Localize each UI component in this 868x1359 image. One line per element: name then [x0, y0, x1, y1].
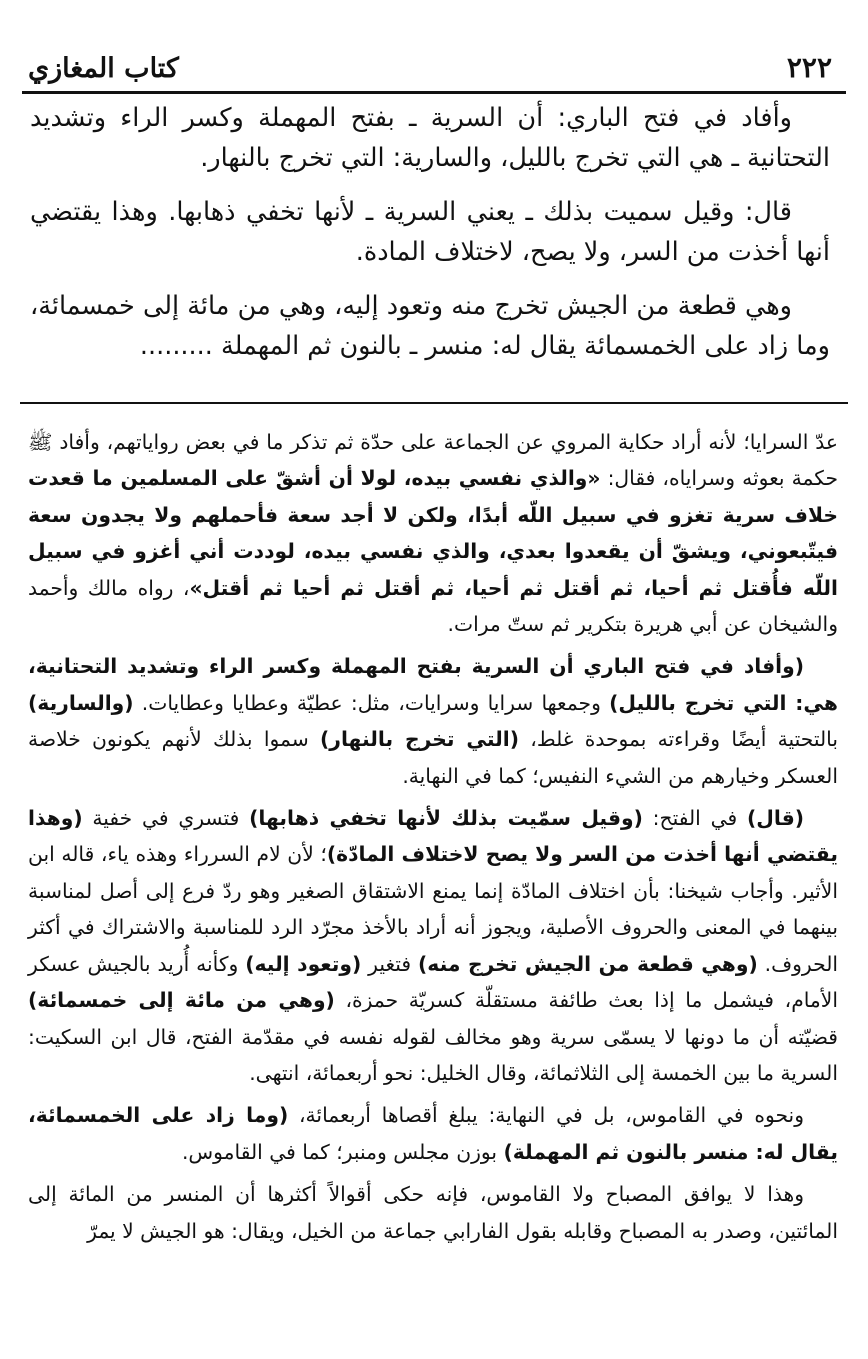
quoted-matn: (وهذا يقتضي أنها أخذت من السر ولا يصح لاختلاف المادّة)	[28, 806, 838, 867]
commentary-span: بوزن مجلس ومنبر؛ كما في القاموس.	[181, 1139, 504, 1164]
commentary-span: ونحوه في القاموس، بل في النهاية: يبلغ أقصاها أربعمائة،	[288, 1103, 804, 1128]
commentary-span: قضيّته أن ما دونها لا يسمّى سرية وهو مخالف لقوله نفسه في مقدّمة الفتح، قال ابن السكيت: السرية ما بين الخمسة إلى الثلاثمائة، وقال الخليل: نحو أربعمائة، انتهى.	[28, 1024, 838, 1085]
main-text-paragraph	[30, 286, 830, 366]
section-divider	[20, 402, 848, 404]
quoted-matn: (وقيل سمّيت بذلك لأنها تخفي ذهابها)	[249, 806, 643, 831]
commentary-span: وكأنه أُريد بالجيش عسكر الأمام، فيشمل ما إذا بعث طائفة مستقلّة كسريّة حمزة،	[28, 951, 838, 1013]
commentary-span: عدّ السرايا؛ لأنه أراد حكاية المروي عن الجماعة على حدّة ثم تذكر ما في بعض رواياتهم، وأفاد ﷺ حكمة بعوثه وسراياه، فقال:	[28, 430, 838, 491]
quoted-matn: (وهي من مائة إلى خمسمائة)	[28, 988, 335, 1013]
commentary-span: فتسري في خفية	[82, 806, 250, 831]
quoted-matn: (وما زاد على الخمسمائة، يقال له: منسر بالنون ثم المهملة)	[28, 1103, 838, 1164]
commentary-paragraph	[28, 648, 838, 794]
continuation-dots: .........	[139, 331, 213, 361]
main-text-paragraph: وأفاد في فتح الباري: أن السرية ـ بفتح المهملة وكسر الراء وتشديد التحتانية ـ هي التي تخرج بالليل، والسارية: التي تخرج بالنهار.	[30, 103, 830, 173]
quoted-matn: (قال)	[746, 806, 804, 831]
quoted-matn: (والسارية)	[28, 690, 134, 715]
commentary-span: سموا بذلك لأنهم يكونون خلاصة العسكر وخيارهم من الشيء النفيس؛ كما في النهاية.	[28, 727, 838, 788]
main-text-span: وهي قطعة من الجيش تخرج منه وتعود إليه، وهي من مائة إلى خمسمائة، وما زاد على الخمسمائة يقال له: منسر ـ بالنون ثم المهملة	[30, 291, 830, 361]
commentary-span: ، رواه مالك وأحمد والشيخان عن أبي هريرة بتكرير ثم ستّ مرات.	[28, 575, 838, 637]
commentary-span: ؛ لأن لام السرراء وهذه ياء، قاله ابن الأثير. وأجاب شيخنا: بأن اختلاف المادّة إنما يمنع الاشتقاق الصغير وهو ردّ فرع إلى أصل لمناسبة بينهما في المعنى والحروف الأصلية، ويجوز أنه أراد بالأخذ مجرّد الرد للمناسبة والاشتراك في أكثر الحروف.	[28, 842, 839, 976]
quoted-matn: (التي تخرج بالنهار)	[320, 727, 519, 752]
quoted-matn: (وتعود إليه)	[245, 951, 362, 976]
commentary-span: في الفتح:	[642, 806, 747, 831]
commentary	[28, 424, 838, 1255]
commentary-paragraph	[28, 800, 838, 1091]
running-title: كتاب المغازي	[28, 53, 179, 84]
commentary-paragraph	[28, 1097, 838, 1170]
hadith-quote: «والذي نفسي بيده، لولا أن أشقّ على المسلمين ما قعدت خلاف سرية تغزو في سبيل اللّه أبدًا، ولكن لا أجد سعة فأحملهم ولا يجدون سعة فيتّبعوني، ويشقّ أن يقعدوا بعدي، والذي نفسي بيده، لوددت أني أغزو في سبيل اللّه فأُقتل ثم أحيا، ثم أقتل ثم أحيا، ثم أقتل ثم أحيا ثم أقتل»	[28, 466, 838, 600]
main-text	[30, 98, 830, 380]
main-text-paragraph: قال: وقيل سميت بذلك ـ يعني السرية ـ لأنها تخفي ذهابها. وهذا يقتضي أنها أخذت من السر، ولا يصح، لاختلاف المادة.	[30, 197, 830, 267]
commentary-span: بالتحتية أيضًا وقراءته بموحدة غلط،	[519, 727, 838, 752]
header-rule	[22, 91, 846, 94]
commentary-span: وجمعها سرايا وسرايات، مثل: عطيّة وعطايا وعطايات.	[133, 690, 610, 715]
quoted-matn: (وهي قطعة من الجيش تخرج منه)	[418, 951, 758, 976]
commentary-paragraph	[28, 424, 838, 642]
page-header	[28, 40, 832, 84]
page-number: ٢٢٢	[786, 51, 832, 84]
commentary-span: فتغير	[361, 951, 418, 976]
commentary-paragraph: وهذا لا يوافق المصباح ولا القاموس، فإنه حكى أقوالاً أكثرها أن المنسر من المائة إلى المائتين، وصدر به المصباح وقابله بقول الفارابي جماعة من الخيل، ويقال: هو الجيش لا يمرّ	[28, 1182, 838, 1243]
quoted-matn: (وأفاد في فتح الباري أن السرية بفتح المهملة وكسر الراء وتشديد التحتانية، هي: التي تخرج بالليل)	[28, 654, 838, 715]
